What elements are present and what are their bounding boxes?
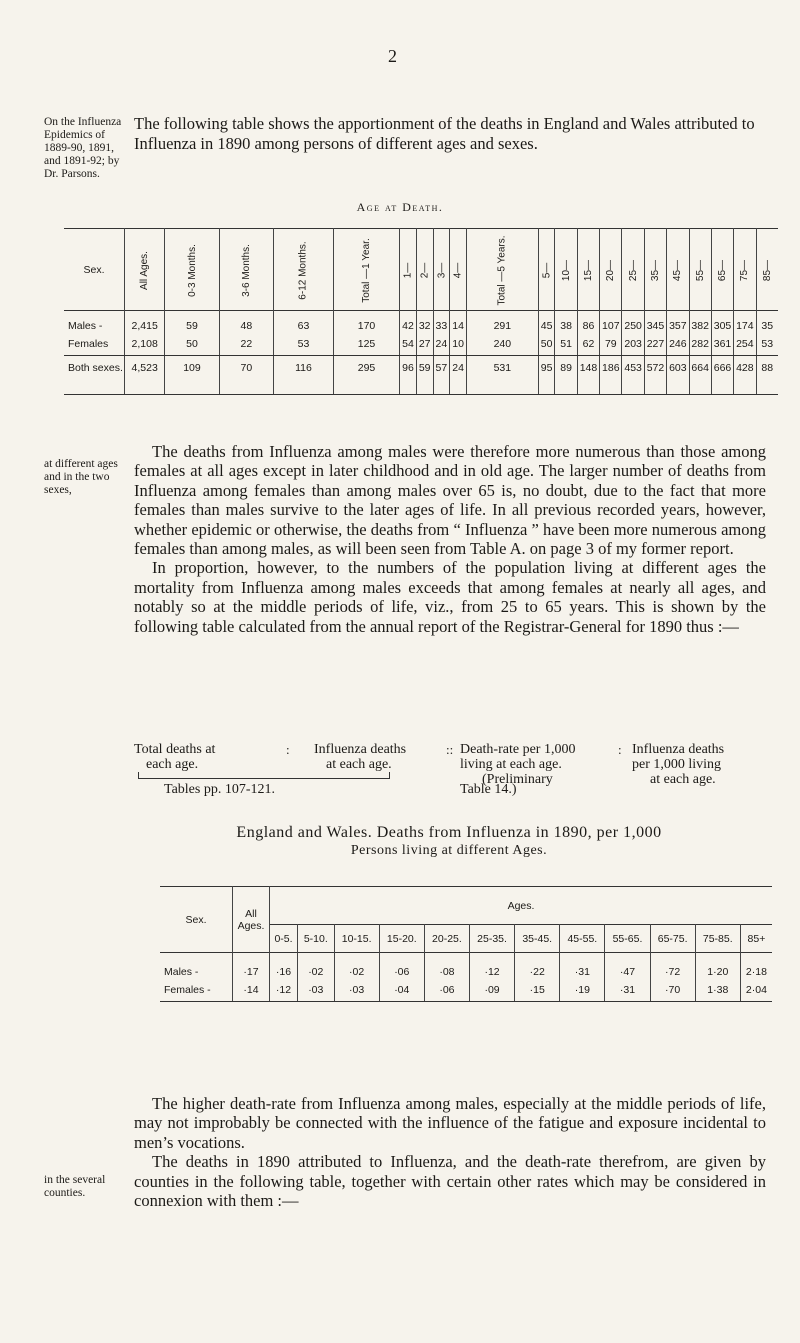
table-cell: 89 [555,356,577,395]
formula-operator-1: : [286,742,290,757]
table-cell: 186 [600,356,622,395]
table-cell: 291 [466,311,538,334]
proportion-formula [134,742,774,802]
table-cell: 59 [416,356,433,395]
table-cell: ·12 [270,979,298,1002]
table-cell: 572 [644,356,666,395]
age-at-death-table [64,228,778,395]
formula-term-total-deaths: Total deaths at each age. [134,742,216,772]
table1-header-35: 35— [644,229,666,311]
table-cell: 79 [600,333,622,356]
table2-header-row-1 [160,887,772,925]
table-cell: 116 [274,356,334,395]
table-cell: 603 [667,356,689,395]
table1-header-4: 4— [450,229,467,311]
table-cell: 24 [433,333,450,356]
table1-header-10: 10— [555,229,577,311]
table-cell: 10 [450,333,467,356]
table-cell: 428 [734,356,756,395]
table-cell: 38 [555,311,577,334]
table-cell: ·14 [233,979,270,1002]
table-cell: 32 [416,311,433,334]
table1-header-total-1-year: Total —1 Year. [333,229,399,311]
table1-header-all-ages: All Ages. [125,229,165,311]
table-cell: ·08 [424,953,469,980]
table-cell: 664 [689,356,711,395]
table2-header-ages: Ages. [507,899,535,912]
table-cell: 174 [734,311,756,334]
formula-term-influenza-deaths: Influenza deaths at each age. [314,742,407,772]
table1-header-2: 2— [416,229,433,311]
table1-header-25: 25— [622,229,644,311]
table-cell: ·47 [605,953,650,980]
table-cell: 361 [711,333,733,356]
table1-row-males [64,311,778,334]
paragraph-higher-death-rate: The higher death-rate from Influenza among males, especially at the middle periods of life, may not improbably be connected with the influence of the fatigue and exposure incidental to men’s vocations. [134,1094,766,1152]
table-cell: 33 [433,311,450,334]
table-cell: 531 [466,356,538,395]
table-cell: ·02 [334,953,379,980]
table2-age-group: 65-75. [650,925,695,953]
table-cell: 148 [577,356,599,395]
table2-age-group: 45-55. [560,925,605,953]
table-cell: ·22 [515,953,560,980]
paragraph-deaths-comparison: The deaths from Influenza among males were therefore more numerous than those among females at all ages except in later childhood and in old age. The larger number of deaths from Influenza among females than among males over 65 is, no doubt, due to the fact that more females than males survive to the later ages of life. In all previous recorded years, however, whether epidemic or otherwise, the deaths from “ Influenza ” have been more numerous among females than among males, as will been seen from Table A. on page 3 of my former report. [134,442,766,559]
table1-header-20: 20— [600,229,622,311]
table-cell: 63 [274,311,334,334]
table1-header-0-3-months: 0-3 Months. [165,229,219,311]
rates-table-heading: England and Wales. Deaths from Influenza in 1890, per 1,000 Persons living at different Ages. [236,824,662,858]
table2-age-group: 10-15. [334,925,379,953]
table-cell: 59 [165,311,219,334]
table2-age-group: 35-45. [515,925,560,953]
table1-header-sex: Sex. [64,229,125,311]
table-cell: ·09 [470,979,515,1002]
formula-term-influenza-rate: Influenza deaths per 1,000 living at each age. [632,742,725,787]
table2-age-group: 85+ [740,925,772,953]
table-cell: ·03 [334,979,379,1002]
table-cell: 382 [689,311,711,334]
table-cell: 86 [577,311,599,334]
table-cell: ·06 [379,953,424,980]
table-cell: 35 [761,320,774,332]
formula-brace [138,772,390,779]
sidenote-counties: in the several counties. [44,1174,106,1199]
table-cell: ·70 [650,979,695,1002]
formula-table14-reference: Table 14.) [460,782,517,797]
table1-caption: Age at Death. [356,200,444,214]
table1-header-15: 15— [577,229,599,311]
table-cell: 48 [219,311,273,334]
table-cell: 53 [274,333,334,356]
table-cell: 125 [333,333,399,356]
table-cell: 250 [622,311,644,334]
table-cell: 14 [450,311,467,334]
sidenote-influenza-epidemics: On the Influenza Epidemics of 1889-90, 1891, and 1891-92; by Dr. Parsons. [44,116,122,180]
table2-row-females [160,979,772,1002]
table2-age-group: 0-5. [270,925,298,953]
table-cell: 2,108 [125,333,165,356]
table-cell: 203 [622,333,644,356]
table-cell: 107 [600,311,622,334]
formula-operator-3: : [618,742,622,757]
table2-age-group: 75-85. [695,925,740,953]
table2-age-group: 5-10. [298,925,335,953]
table-cell: ·03 [298,979,335,1002]
table-cell: 357 [667,311,689,334]
table-cell: 62 [577,333,599,356]
table1-header-3-6-months: 3-6 Months. [219,229,273,311]
table-cell: 96 [400,356,417,395]
table1-header-3: 3— [433,229,450,311]
table-cell: ·72 [650,953,695,980]
table-cell: 109 [165,356,219,395]
table-cell: 1·38 [695,979,740,1002]
table-cell: 42 [400,311,417,334]
table1-header-85: 85— [761,259,773,281]
table-cell: ·15 [515,979,560,1002]
table-cell: 305 [711,311,733,334]
table-cell: 254 [734,333,756,356]
table2-age-group: 20-25. [424,925,469,953]
table-cell: 53 [756,333,778,356]
table2-header-sex: Sex. [160,887,233,953]
table-cell: 2,415 [125,311,165,334]
table-cell: 95 [538,356,555,395]
table1-header-55: 55— [689,229,711,311]
table1-header-1: 1— [400,229,417,311]
table1-header-6-12-months: 6-12 Months. [274,229,334,311]
sidenote-ages-sexes: at different ages and in the two sexes, [44,458,118,496]
table-cell: 1·20 [695,953,740,980]
table-cell: ·17 [233,953,270,980]
formula-operator-2: :: [446,742,454,757]
table-cell: ·04 [379,979,424,1002]
table1-row-females [64,333,778,356]
table2-header-all-ages: All Ages. [233,887,270,953]
formula-term-death-rate: Death-rate per 1,000 living at each age. (Preliminary [460,742,576,787]
page-number: 2 [388,46,397,66]
body-text-block-2 [134,1094,766,1210]
table1-header-65: 65— [711,229,733,311]
table-cell: Both sexes. [64,356,125,395]
table-cell: 2·18 [745,966,767,978]
table-cell: ·31 [560,953,605,980]
table-cell: 246 [667,333,689,356]
formula-tables-reference: Tables pp. 107-121. [164,782,276,797]
table-cell: 170 [333,311,399,334]
table-cell: Males - [64,311,125,334]
table2-age-group: 25-35. [470,925,515,953]
table-cell: 345 [644,311,666,334]
table-cell: 2·04 [740,979,772,1002]
table-cell: 88 [756,356,778,395]
table1-header-total-5-years: Total —5 Years. [466,229,538,311]
body-text-block-1 [134,442,766,636]
paragraph-proportion: In proportion, however, to the numbers of the population living at different ages the mortality from Influenza among males exceeds that among females at nearly all ages, and notably so at the middle periods of life, viz., from 25 to 65 years. This is shown by the following table calculated from the annual report of the Registrar-General for 1890 thus :— [134,558,766,636]
table-cell: ·31 [605,979,650,1002]
paragraph-counties: The deaths in 1890 attributed to Influenza, and the death-rate therefrom, are given by counties in the following table, together with certain other rates which may be considered in connexion with them :— [134,1152,766,1211]
table-cell: 24 [450,356,467,395]
table1-header-75: 75— [734,229,756,311]
table-cell: 22 [219,333,273,356]
table2-age-group: 55-65. [605,925,650,953]
table-cell: ·06 [424,979,469,1002]
table-cell: 666 [711,356,733,395]
table1-header-row [64,229,778,311]
table-cell: 51 [555,333,577,356]
table-cell: 453 [622,356,644,395]
table2-age-group: 15-20. [379,925,424,953]
table-cell: 70 [219,356,273,395]
table-cell: Females [64,333,125,356]
intro-paragraph: The following table shows the apportionment of the deaths in England and Wales attributed to Influenza in 1890 among persons of different ages and sexes. [134,114,755,153]
table-cell: Females - [160,979,233,1002]
table-cell: 45 [538,311,555,334]
table-cell: 295 [333,356,399,395]
table-cell: 50 [165,333,219,356]
table-cell: ·12 [470,953,515,980]
table-cell: 240 [466,333,538,356]
table-cell: ·16 [270,953,298,980]
table-cell: 4,523 [125,356,165,395]
table-cell: 27 [416,333,433,356]
table-cell: 227 [644,333,666,356]
table-cell: ·02 [298,953,335,980]
table-cell: 50 [538,333,555,356]
table2-row-males [160,953,772,980]
table-cell: ·19 [560,979,605,1002]
table1-row-both-sexes [64,356,778,395]
death-rate-per-1000-table [160,886,772,1002]
table1-header-45: 45— [667,229,689,311]
table-cell: 54 [400,333,417,356]
table-cell: Males - [160,953,233,980]
table1-header-5: 5— [538,229,555,311]
table-cell: 57 [433,356,450,395]
table-cell: 282 [689,333,711,356]
